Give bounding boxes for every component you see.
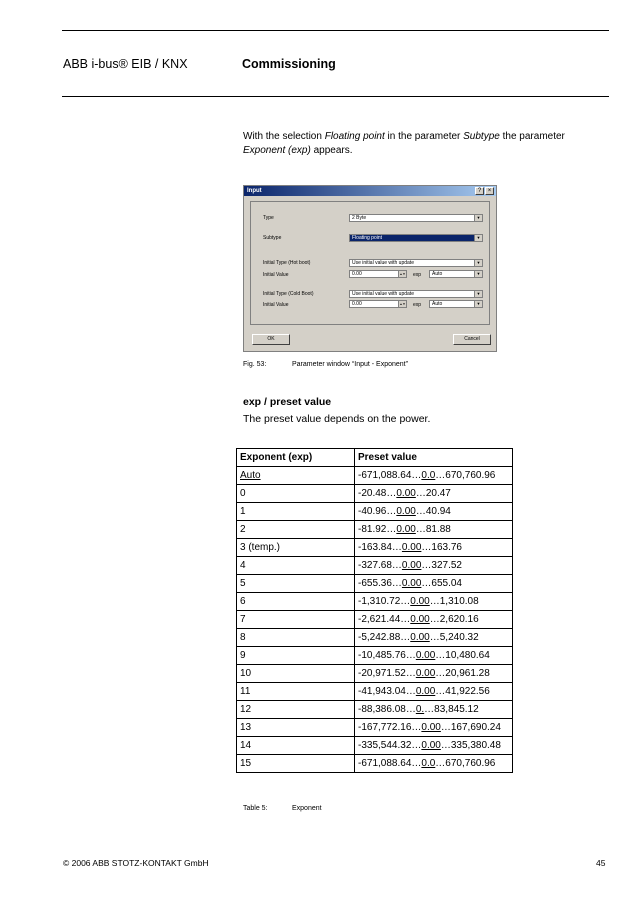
table-row xyxy=(237,755,513,773)
init-type-cold-label: Initial Type (Cold Boot) xyxy=(263,291,314,297)
footer-copyright: © 2006 ABB STOTZ-KONTAKT GmbH xyxy=(63,858,209,868)
figure-caption: Parameter window “Input - Exponent” xyxy=(292,361,408,368)
exponent-cell: 7 xyxy=(237,611,355,629)
header-preset: Preset value xyxy=(355,449,513,467)
table-row xyxy=(237,575,513,593)
exponent-table xyxy=(236,448,513,773)
exponent-cell: 11 xyxy=(237,683,355,701)
header-top-rule xyxy=(62,30,609,31)
preset-cell: -671,088.64…0.0…670,760.96 xyxy=(355,467,513,485)
chevron-down-icon: ▼ xyxy=(474,260,482,266)
chevron-down-icon: ▼ xyxy=(474,291,482,297)
preset-cell: -40.96…0.00…40.94 xyxy=(355,503,513,521)
init-type-cold-select[interactable]: Use initial value with update ▼ xyxy=(349,290,483,298)
table-row xyxy=(237,647,513,665)
exponent-cell: 6 xyxy=(237,593,355,611)
table-caption: Exponent xyxy=(292,805,322,812)
table-row xyxy=(237,467,513,485)
input-dialog xyxy=(243,185,497,352)
spin-arrows-icon[interactable]: ▲▼ xyxy=(399,272,406,276)
exponent-cell: 5 xyxy=(237,575,355,593)
init-type-hot-label: Initial Type (Hot boot) xyxy=(263,260,311,266)
section-title: exp / preset value xyxy=(243,396,332,408)
cancel-button[interactable]: Cancel xyxy=(453,334,491,345)
preset-cell: -81.92…0.00…81.88 xyxy=(355,521,513,539)
table-row xyxy=(237,737,513,755)
preset-cell: -327.68…0.00…327.52 xyxy=(355,557,513,575)
header-bottom-rule xyxy=(62,96,609,97)
exponent-cell: Auto xyxy=(237,467,355,485)
dialog-title: Input xyxy=(247,188,262,194)
subtype-select[interactable]: Floating point ▼ xyxy=(349,234,483,242)
table-row xyxy=(237,611,513,629)
intro-paragraph: With the selection Floating point in the parameter Subtype the parameter Exponent (exp) appears. xyxy=(243,131,565,156)
exponent-cell: 0 xyxy=(237,485,355,503)
header-product: ABB i-bus® EIB / KNX xyxy=(63,57,188,71)
init-type-hot-select[interactable]: Use initial value with update ▼ xyxy=(349,259,483,267)
exponent-cell: 12 xyxy=(237,701,355,719)
subtype-label: Subtype xyxy=(263,235,282,241)
dialog-titlebar xyxy=(244,186,496,196)
type-select[interactable]: 2 Byte ▼ xyxy=(349,214,483,222)
chevron-down-icon: ▼ xyxy=(474,235,482,241)
figure-number: Fig. 53: xyxy=(243,361,267,368)
help-button[interactable]: ? xyxy=(475,187,484,195)
type-label: Type xyxy=(263,215,274,221)
table-row xyxy=(237,719,513,737)
exp-label: exp xyxy=(413,272,422,278)
table-row xyxy=(237,557,513,575)
preset-cell: -163.84…0.00…163.76 xyxy=(355,539,513,557)
table-row xyxy=(237,629,513,647)
table-number: Table 5: xyxy=(243,805,268,812)
chevron-down-icon: ▼ xyxy=(474,215,482,221)
table-row xyxy=(237,539,513,557)
page-number: 45 xyxy=(596,858,606,868)
exponent-cell: 13 xyxy=(237,719,355,737)
preset-cell: -41,943.04…0.00…41,922.56 xyxy=(355,683,513,701)
ok-button[interactable]: OK xyxy=(252,334,290,345)
exponent-cell: 3 (temp.) xyxy=(237,539,355,557)
table-row xyxy=(237,485,513,503)
preset-cell: -671,088.64…0.0…670,760.96 xyxy=(355,755,513,773)
table-row xyxy=(237,683,513,701)
preset-cell: -1,310.72…0.00…1,310.08 xyxy=(355,593,513,611)
exponent-cell: 9 xyxy=(237,647,355,665)
init-value2-label: Initial Value xyxy=(263,302,289,308)
init-value2-input[interactable]: 0.00 ▲▼ xyxy=(349,300,407,308)
init-value-label: Initial Value xyxy=(263,272,289,278)
exp2-label: exp xyxy=(413,302,422,308)
preset-cell: -5,242.88…0.00…5,240.32 xyxy=(355,629,513,647)
dialog-panel xyxy=(250,201,490,325)
table-row xyxy=(237,701,513,719)
preset-cell: -88,386.08…0.…83,845.12 xyxy=(355,701,513,719)
preset-cell: -20,971.52…0.00…20,961.28 xyxy=(355,665,513,683)
exponent-cell: 15 xyxy=(237,755,355,773)
exponent-cell: 2 xyxy=(237,521,355,539)
section-text: The preset value depends on the power. xyxy=(243,413,431,425)
preset-cell: -335,544.32…0.00…335,380.48 xyxy=(355,737,513,755)
header-section: Commissioning xyxy=(242,57,336,71)
preset-cell: -10,485.76…0.00…10,480.64 xyxy=(355,647,513,665)
exponent-cell: 14 xyxy=(237,737,355,755)
init-value-input[interactable]: 0.00 ▲▼ xyxy=(349,270,407,278)
chevron-down-icon: ▼ xyxy=(474,301,482,307)
exponent-cell: 8 xyxy=(237,629,355,647)
table-row xyxy=(237,665,513,683)
preset-cell: -20.48…0.00…20.47 xyxy=(355,485,513,503)
header-exponent: Exponent (exp) xyxy=(237,449,355,467)
exponent-cell: 10 xyxy=(237,665,355,683)
table-row xyxy=(237,521,513,539)
preset-cell: -655.36…0.00…655.04 xyxy=(355,575,513,593)
close-icon[interactable]: × xyxy=(485,187,494,195)
chevron-down-icon: ▼ xyxy=(474,271,482,277)
table-row xyxy=(237,503,513,521)
preset-cell: -2,621.44…0.00…2,620.16 xyxy=(355,611,513,629)
exp2-select[interactable]: Auto ▼ xyxy=(429,300,483,308)
exponent-cell: 1 xyxy=(237,503,355,521)
table-row xyxy=(237,593,513,611)
preset-cell: -167,772.16…0.00…167,690.24 xyxy=(355,719,513,737)
exponent-cell: 4 xyxy=(237,557,355,575)
table-header-row xyxy=(237,449,513,467)
exp-select[interactable]: Auto ▼ xyxy=(429,270,483,278)
spin-arrows-icon[interactable]: ▲▼ xyxy=(399,302,406,306)
